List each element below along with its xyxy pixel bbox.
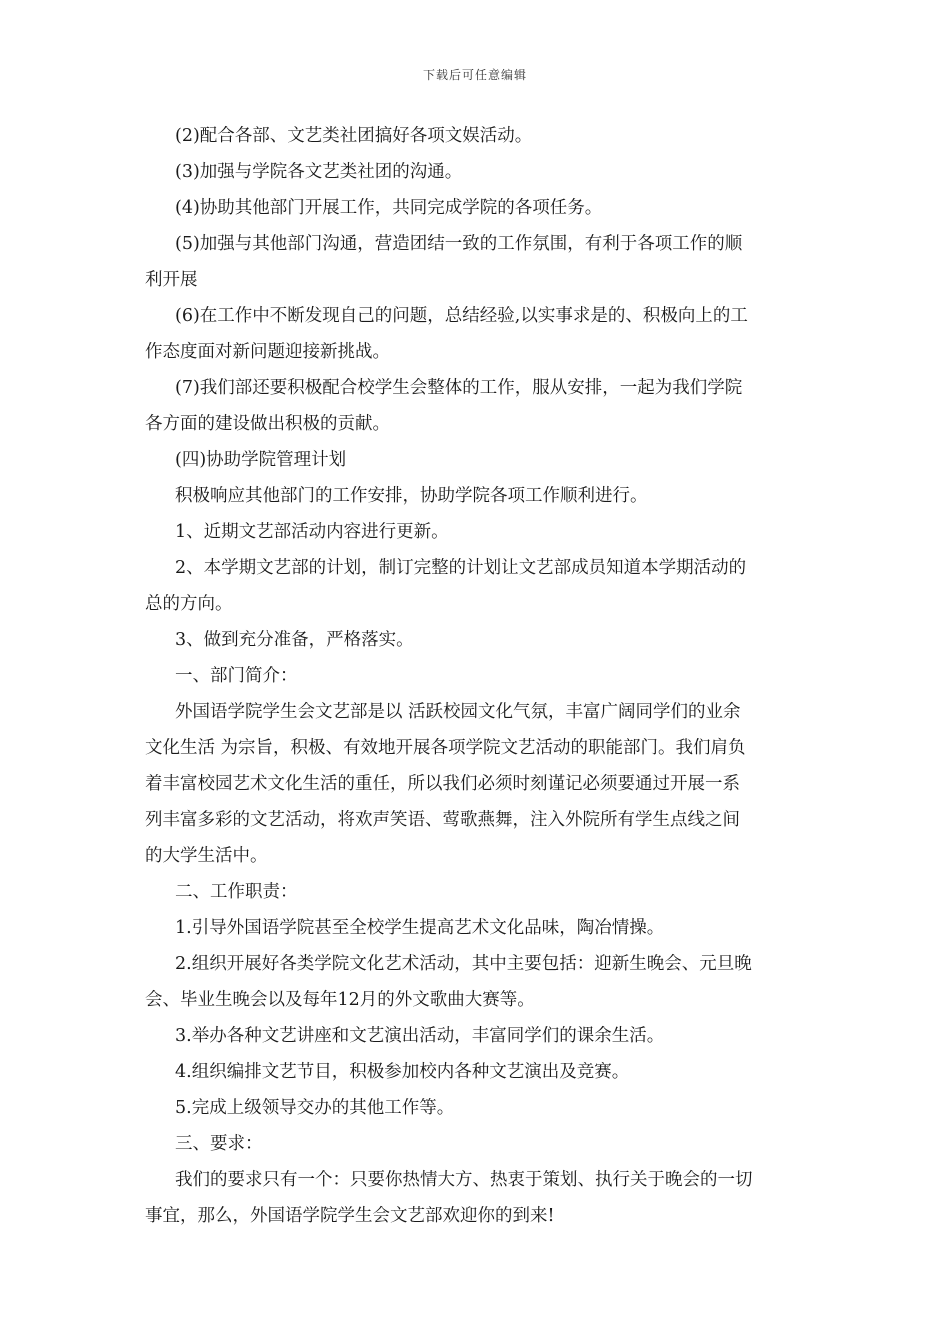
paragraph-line: (4)协助其他部门开展工作，共同完成学院的各项任务。 bbox=[175, 198, 603, 218]
paragraph-line: 一、部门简介： bbox=[175, 666, 298, 686]
paragraph-line: 的大学生活中。 bbox=[145, 846, 268, 866]
paragraph-line: 积极响应其他部门的工作安排，协助学院各项工作顺利进行。 bbox=[175, 486, 648, 506]
paragraph-line: (7)我们部还要积极配合校学生会整体的工作，服从安排，一起为我们学院 bbox=[175, 378, 743, 398]
paragraph-line: 着丰富校园艺术文化生活的重任，所以我们必须时刻谨记必须要通过开展一系 bbox=[145, 774, 740, 794]
paragraph-line: 3、做到充分准备，严格落实。 bbox=[175, 630, 414, 650]
paragraph-line: (2)配合各部、文艺类社团搞好各项文娱活动。 bbox=[175, 126, 533, 146]
paragraph-line: 1.引导外国语学院甚至全校学生提高艺术文化品味，陶冶情操。 bbox=[175, 918, 665, 938]
paragraph-line: 二、工作职责： bbox=[175, 882, 298, 902]
paragraph-line: (6)在工作中不断发现自己的问题，总结经验,以实事求是的、积极向上的工 bbox=[175, 306, 748, 326]
paragraph-line: 总的方向。 bbox=[145, 594, 233, 614]
paragraph-line: 我们的要求只有一个：只要你热情大方、热衷于策划、执行关于晚会的一切 bbox=[175, 1170, 753, 1190]
paragraph-line: 4.组织编排文艺节目，积极参加校内各种文艺演出及竞赛。 bbox=[175, 1062, 630, 1082]
paragraph-line: 3.举办各种文艺讲座和文艺演出活动，丰富同学们的课余生活。 bbox=[175, 1026, 665, 1046]
document-body bbox=[145, 118, 810, 1234]
paragraph-line: 事宜，那么，外国语学院学生会文艺部欢迎你的到来! bbox=[145, 1206, 555, 1226]
paragraph-line: 5.完成上级领导交办的其他工作等。 bbox=[175, 1098, 455, 1118]
paragraph-line: 利开展 bbox=[145, 270, 198, 290]
paragraph-line: 2、本学期文艺部的计划，制订完整的计划让文艺部成员知道本学期活动的 bbox=[175, 558, 747, 578]
paragraph-line: 列丰富多彩的文艺活动，将欢声笑语、莺歌燕舞，注入外院所有学生点线之间 bbox=[145, 810, 740, 830]
paragraph-line: (四)协助学院管理计划 bbox=[175, 450, 347, 470]
paragraph-line: 外国语学院学生会文艺部是以 活跃校园文化气氛，丰富广阔同学们的业余 bbox=[175, 702, 741, 722]
paragraph-line: (3)加强与学院各文艺类社团的沟通。 bbox=[175, 162, 463, 182]
paragraph-line: 1、近期文艺部活动内容进行更新。 bbox=[175, 522, 449, 542]
paragraph-line: 2.组织开展好各类学院文化艺术活动，其中主要包括：迎新生晚会、元旦晚 bbox=[175, 954, 752, 974]
paragraph-line: 会、毕业生晚会以及每年12月的外文歌曲大赛等。 bbox=[145, 990, 535, 1010]
paragraph-line: (5)加强与其他部门沟通，营造团结一致的工作氛围，有利于各项工作的顺 bbox=[175, 234, 743, 254]
page-header-note: 下载后可任意编辑 bbox=[422, 68, 527, 82]
paragraph-line: 文化生活 为宗旨，积极、有效地开展各项学院文艺活动的职能部门。我们肩负 bbox=[145, 738, 746, 758]
paragraph-line: 各方面的建设做出积极的贡献。 bbox=[145, 414, 390, 434]
paragraph-line: 作态度面对新问题迎接新挑战。 bbox=[145, 342, 390, 362]
paragraph-line: 三、要求： bbox=[175, 1134, 263, 1154]
